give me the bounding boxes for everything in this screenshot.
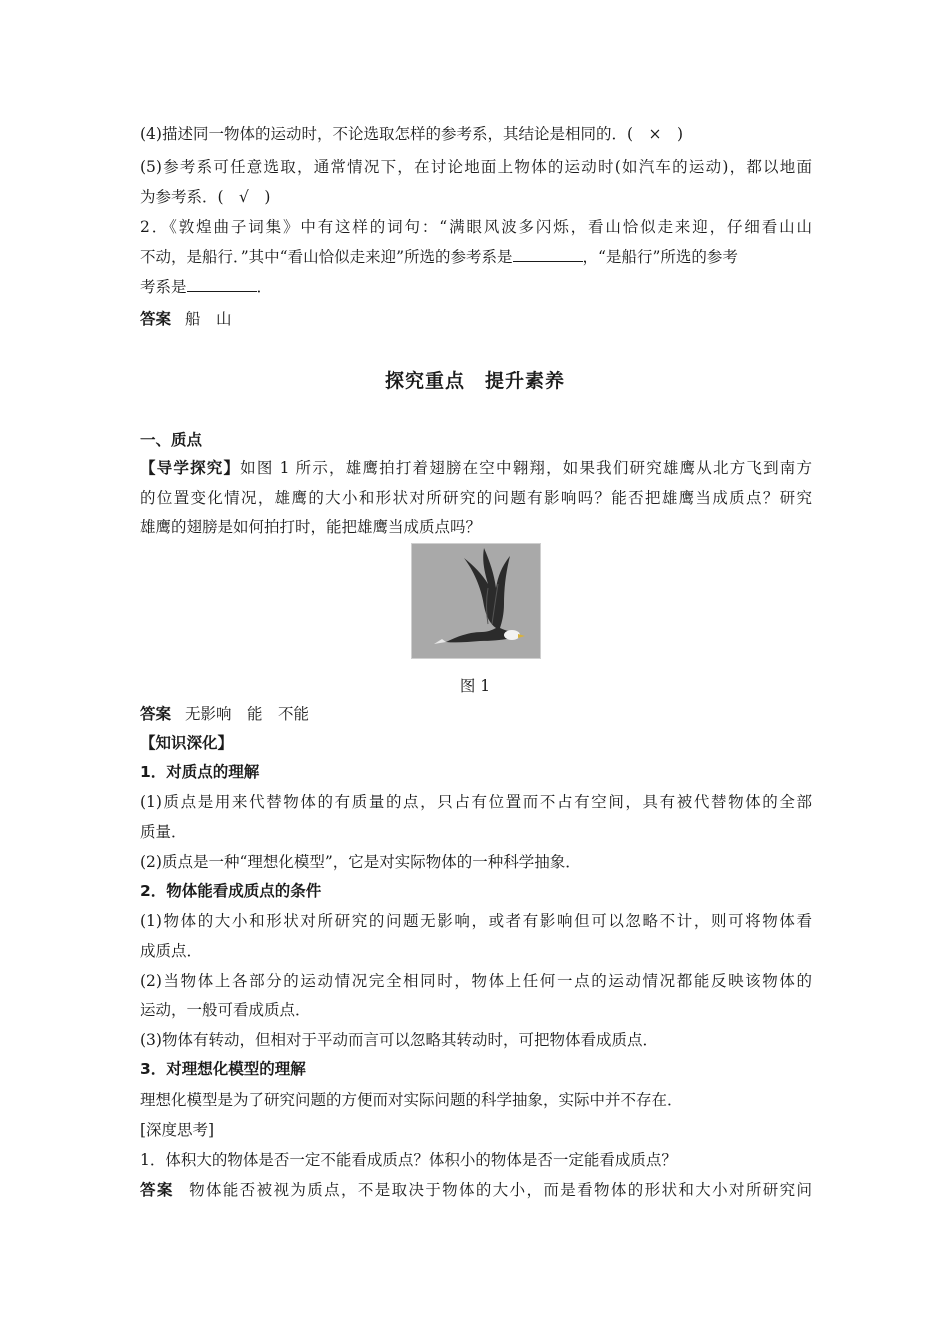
deep-thinking-answer bbox=[140, 1178, 812, 1202]
figure-caption: 图 1 bbox=[459, 677, 491, 695]
question-2-line3 bbox=[140, 275, 812, 299]
question-2-text-a: 不动，是船行．”其中“看山恰似走来迎”所选的参考系是 bbox=[140, 248, 513, 266]
answer-blank-1 bbox=[513, 245, 583, 262]
guide-line2: 的位置变化情况，雄鹰的大小和形状对所研究的问题有影响吗？能否把雄鹰当成质点？研究 bbox=[140, 489, 812, 507]
deepen-heading-2: 2．物体能看成质点的条件 bbox=[140, 882, 322, 900]
deep-thinking-label: [深度思考] bbox=[140, 1121, 215, 1139]
deepen-p6: 理想化模型是为了研究问题的方便而对实际问题的科学抽象，实际中并不存在． bbox=[140, 1091, 683, 1109]
answer-text: 船 山 bbox=[185, 310, 232, 328]
judgement-item-4: (4)描述同一物体的运动时，不论选取怎样的参考系，其结论是相同的．( × ) bbox=[140, 125, 684, 143]
deepen-p2: (2)质点是一种“理想化模型”，它是对实际物体的一种科学抽象． bbox=[140, 853, 581, 871]
eagle-figure bbox=[411, 543, 541, 659]
answer-1 bbox=[140, 307, 812, 331]
section-heading-particle: 一、质点 bbox=[140, 431, 203, 449]
deepen-p3-line2: 成质点． bbox=[140, 942, 203, 960]
answer-label: 答案 bbox=[140, 1181, 174, 1199]
question-2-line1: 2．《敦煌曲子词集》中有这样的词句：“满眼风波多闪烁，看山恰似走来迎，仔细看山山 bbox=[140, 218, 812, 236]
eagle-illustration bbox=[412, 544, 540, 658]
answer-2 bbox=[140, 702, 812, 726]
deepen-p1-line1: (1)质点是用来代替物体的有质量的点，只占有位置而不占有空间，具有被代替物体的全部 bbox=[140, 793, 812, 811]
answer-label: 答案 bbox=[140, 310, 172, 328]
guide-line3: 雄鹰的翅膀是如何拍打时，能把雄鹰当成质点吗？ bbox=[140, 518, 482, 536]
deepen-p1-line2: 质量． bbox=[140, 823, 187, 841]
question-2-text-b: ，“是船行”所选的参考 bbox=[582, 248, 738, 266]
answer-label: 答案 bbox=[140, 705, 172, 723]
question-2-text-d: ． bbox=[256, 278, 273, 296]
section-title: 探究重点 提升素养 bbox=[384, 370, 565, 392]
question-2-line2 bbox=[140, 245, 812, 269]
judgement-item-5-line1: (5)参考系可任意选取，通常情况下，在讨论地面上物体的运动时(如汽车的运动)，都以地面 bbox=[140, 158, 812, 176]
deepen-p3-line1: (1)物体的大小和形状对所研究的问题无影响，或者有影响但可以忽略不计，则可将物体看 bbox=[140, 912, 812, 930]
answer-text: 物体能否被视为质点，不是取决于物体的大小，而是看物体的形状和大小对所研究问 bbox=[187, 1181, 812, 1199]
answer-blank-2 bbox=[187, 275, 257, 292]
question-2-text-c: 考系是 bbox=[140, 278, 187, 296]
knowledge-deepen-label: 【知识深化】 bbox=[140, 734, 234, 752]
deepen-heading-3: 3．对理想化模型的理解 bbox=[140, 1060, 306, 1078]
deepen-p4-line1: (2)当物体上各部分的运动情况完全相同时，物体上任何一点的运动情况都能反映该物体的 bbox=[140, 972, 812, 990]
deepen-heading-1: 1．对质点的理解 bbox=[140, 763, 260, 781]
guide-label: 【导学探究】 bbox=[140, 459, 241, 477]
deep-thinking-question-1: 1．体积大的物体是否一定不能看成质点？体积小的物体是否一定能看成质点？ bbox=[140, 1151, 677, 1169]
deepen-p4-line2: 运动，一般可看成质点． bbox=[140, 1001, 311, 1019]
deepen-p5: (3)物体有转动，但相对于平动而言可以忽略其转动时，可把物体看成质点． bbox=[140, 1031, 658, 1049]
answer-text: 无影响 能 不能 bbox=[185, 705, 310, 723]
guide-text-1: 如图 1 所示，雄鹰拍打着翅膀在空中翱翔，如果我们研究雄鹰从北方飞到南方 bbox=[240, 459, 812, 477]
guide-line1 bbox=[140, 456, 812, 480]
judgement-item-5-line2: 为参考系．( √ ) bbox=[140, 188, 271, 206]
